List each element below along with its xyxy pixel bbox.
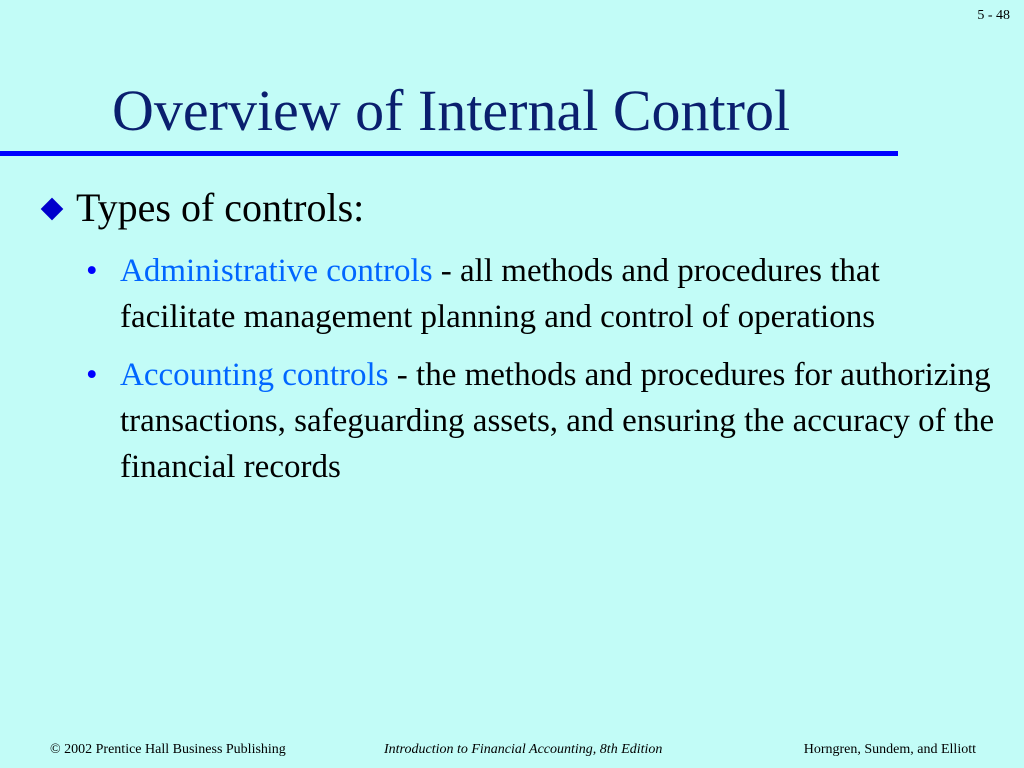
term-administrative-controls: Administrative controls	[120, 253, 433, 289]
main-bullet-text: Types of controls:	[76, 185, 365, 230]
definition-accounting-controls: - the methods and procedures for authorizing transactions, safeguarding assets, and ensuring the accuracy of the financial records	[120, 357, 995, 485]
diamond-icon	[38, 184, 76, 232]
sub-bullet-dot-icon: •	[86, 357, 98, 393]
footer-authors: Horngren, Sundem, and Elliott	[803, 742, 976, 757]
sub-bullet-dot-icon: •	[86, 253, 98, 289]
term-accounting-controls: Accounting controls	[120, 357, 389, 393]
slide-title: Overview of Internal Control	[112, 78, 791, 143]
footer-copyright: © 2002 Prentice Hall Business Publishing	[50, 742, 286, 757]
main-bullet-point	[38, 184, 998, 232]
footer-book-title: Introduction to Financial Accounting, 8th Edition	[384, 742, 663, 757]
sub-bullet-content	[120, 248, 996, 340]
sub-bullet-content	[120, 352, 996, 490]
title-divider	[0, 151, 898, 156]
definition-administrative-controls: - all methods and procedures that facilitate management planning and control of operations	[120, 253, 880, 335]
slide-number: 5 - 48	[977, 8, 1010, 23]
sub-bullet-administrative-controls	[86, 248, 996, 340]
sub-bullet-accounting-controls	[86, 352, 996, 490]
sub-bullet-list	[86, 248, 996, 502]
